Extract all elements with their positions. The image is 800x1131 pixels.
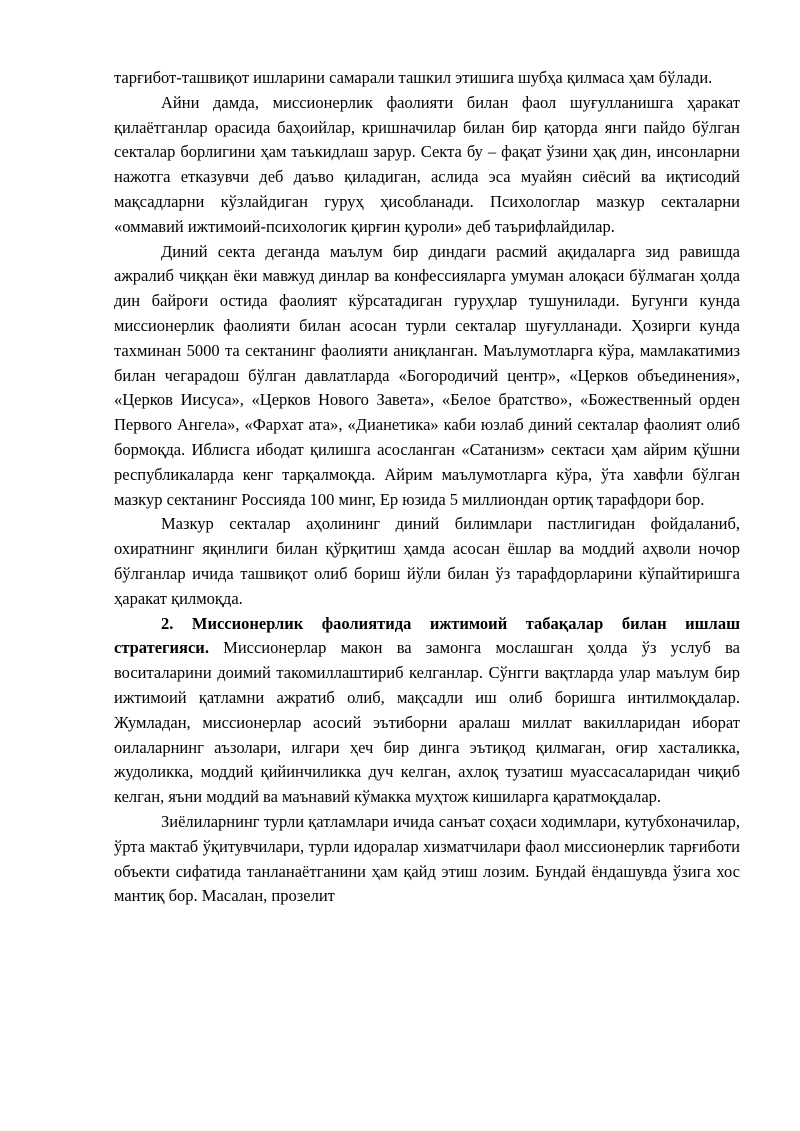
paragraph-strategy <box>114 612 740 810</box>
paragraph-sect-definition: Айни дамда, миссионерлик фаолияти билан фаол шуғулланишга ҳаракат қилаётганлар орасида баҳоийлар, кришначилар билан бир қаторда янги пайдо бўлган секталар борлигини ҳам таъкидлаш зарур. Секта бу – фақат ўзини ҳақ дин, инсонларни нажотга етказувчи деб даъво қиладиган, аслида эса муайян сиёсий ва иқтисодий мақсадларни кўзлайдиган гуруҳ ҳисобланади. Психологлар мазкур секталарни «оммавий ижтимоий-психологик қирғин қуроли» деб таърифлайдилар. <box>114 92 740 236</box>
document-page <box>114 66 740 909</box>
paragraph-strategy-body: Миссионерлар макон ва замонга мослашган ҳолда ўз услуб ва воситаларини доимий такомиллаштириб келганлар. Сўнгги вақтларда улар маълум бир ижтимоий қатламни ажратиб олиб, мақсадли иш олиб боришга интилмоқдалар. Жумладан, миссионерлар асосий эътиборни аралаш миллат вакилларидан иборат оилаларнинг аъзолари, илгари ҳеч бир динга эътиқод қилмаган, оғир хасталикка, жудоликка, моддий қийинчиликка дуч келган, ахлоқ тузатиш муассасаларидан чиқиб келган, яъни моддий ва маънавий кўмакка муҳтож кишиларга қаратмоқдалар. <box>114 638 740 807</box>
section-heading: 2. Миссионерлик фаолиятида ижтимоий табақалар билан ишлаш стратегияси. <box>114 613 740 658</box>
paragraph-intelligentsia: Зиёлиларнинг турли қатламлари ичида санъат соҳаси ходимлари, кутубхоначилар, ўрта мактаб ўқитувчилари, турли идоралар хизматчилари фаол миссионерлик тарғиботи объекти сифатида танланаётганини ҳам қайд этиш лозим. Бундай ёндашувда ўзига хос мантиқ бор. Масалан, прозелит <box>114 811 740 906</box>
paragraph-religious-sects: Диний секта деганда маълум бир диндаги расмий ақидаларга зид равишда ажралиб чиққан ёки мавжуд динлар ва конфессияларга умуман алоқаси бўлмаган ҳолда дин байроғи остида фаолият кўрсатадиган гуруҳлар тушунилади. Бугунги кунда миссионерлик фаолияти билан асосан турли секталар шуғулланади. Ҳозирги кунда тахминан 5000 та сектанинг фаолияти аниқланган. Маълумотларга кўра, мамлакатимиз билан чегарадош бўлган давлатларда «Богородичий центр», «Церков объединения», «Церков Иисуса», «Церков Нового Завета», «Белое братство», «Божественный орден Первого Ангела», «Фархат ата», «Дианетика» каби юзлаб диний секталар фаолият олиб бормоқда. Иблисга ибодат қилишга асосланган «Сатанизм» сектаси ҳам айрим қўшни республикаларда кенг тарқалмоқда. Айрим маълумотларга кўра, ўта хавфли бўлган мазкур сектанинг Россияда 100 минг, Ер юзида 5 миллиондан ортиқ тарафдори бор. <box>114 241 740 509</box>
paragraph-continuation: тарғибот-ташвиқот ишларини самарали ташкил этишига шубҳа қилмаса ҳам бўлади. <box>114 68 713 87</box>
paragraph-sect-methods: Мазкур секталар аҳолининг диний билимлари пастлигидан фойдаланиб, охиратнинг яқинлиги билан қўрқитиш ҳамда асосан ёшлар ва моддий аҳволи ночор бўлганлар ичида ташвиқот олиб бориш йўли билан ўз тарафдорларини кўпайтиришга ҳаракат қилмоқда. <box>114 514 740 608</box>
